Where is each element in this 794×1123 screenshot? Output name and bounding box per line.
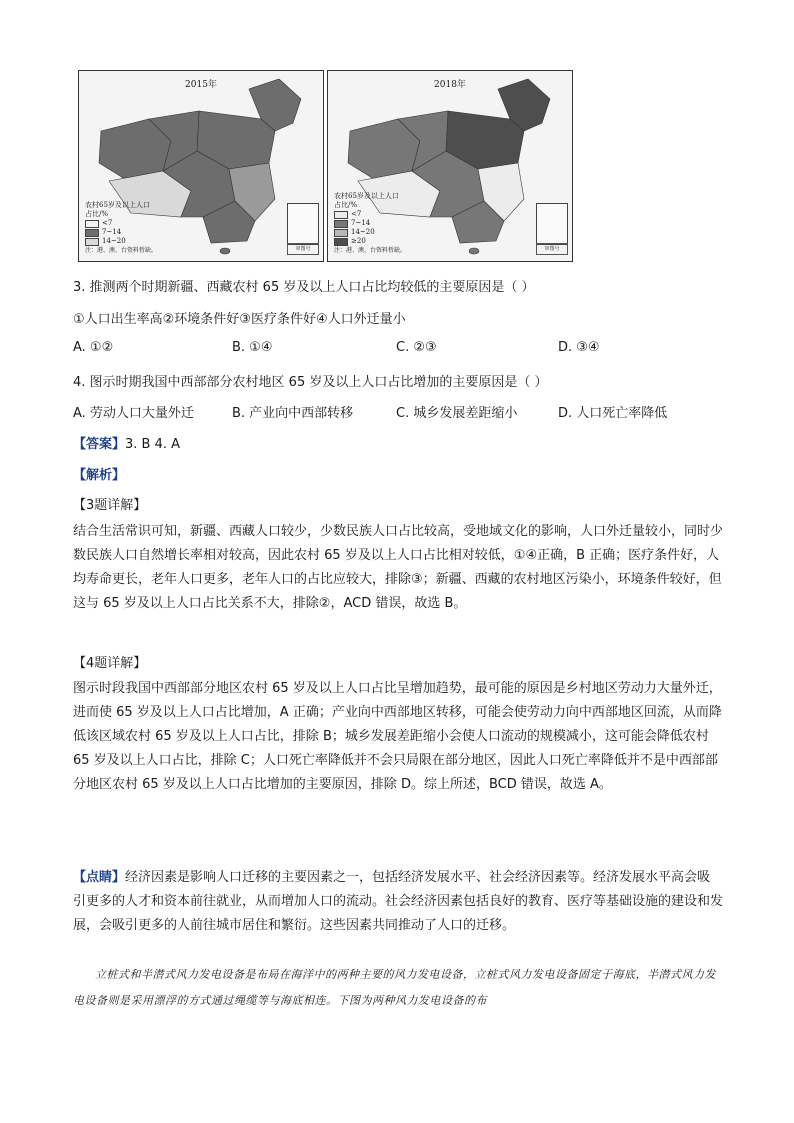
legend-label: 7~14 xyxy=(102,228,122,236)
legend-title: 农村65岁及以上人口占比/% xyxy=(85,201,150,218)
tip-label: 【点睛】 xyxy=(73,870,126,885)
hainan xyxy=(220,248,230,254)
map-year: 2018年 xyxy=(434,80,466,90)
legend-swatch xyxy=(334,211,348,219)
legend-swatch xyxy=(334,229,348,237)
legend-swatch xyxy=(334,220,348,228)
q3-option-c[interactable]: C. ②③ xyxy=(396,340,437,355)
answer-label: 【答案】 xyxy=(73,437,126,452)
hainan xyxy=(469,248,479,254)
d4-text xyxy=(73,677,723,797)
legend-label: 14~20 xyxy=(351,228,375,236)
map-2015 xyxy=(78,70,324,262)
q3-option-b[interactable]: B. ①④ xyxy=(232,340,273,355)
tip-text: 经济因素是影响人口迁移的主要因素之一，包括经济发展水平、社会经济因素等。经济发展水平高会吸引更多的人才和资本前往就业，从而增加人口的流动。社会经济因素包括良好的教育、医疗等基础设施的建设和发展，会吸引更多的人前往城市居住和繁衍。这些因素共同推动了人口的迁移。 xyxy=(73,870,724,933)
legend-title: 农村65岁及以上人口占比/% xyxy=(334,192,399,209)
legend-label: 14~20 xyxy=(102,237,126,245)
q4-option-a[interactable]: A. 劳动人口大量外迁 xyxy=(73,406,194,421)
d3-label: 【3题详解】 xyxy=(73,498,147,513)
q3-option-a[interactable]: A. ①② xyxy=(73,340,114,355)
south-china-sea-inset xyxy=(287,203,319,245)
map-year: 2015年 xyxy=(185,80,217,90)
map-legend xyxy=(334,192,406,255)
material-paragraph: 立桩式和半潜式风力发电设备是布局在海洋中的两种主要的风力发电设备，立桩式风力发电设备固定于海底，半潜式风力发电设备则是采用漂浮的方式通过绳缆等与海底相连。下图为两种风力发电设备的布 xyxy=(73,968,716,1007)
q4-stem: 4. 图示时期我国中西部部分农村地区 65 岁及以上人口占比增加的主要原因是（ ） xyxy=(73,375,548,390)
legend-swatch xyxy=(85,220,99,228)
d4-label: 【4题详解】 xyxy=(73,656,147,671)
map-source: 注：港、澳、台资料暂缺。 xyxy=(85,247,158,254)
south-china-sea-inset xyxy=(536,203,568,245)
q3-stem: 3. 推测两个时期新疆、西藏农村 65 岁及以上人口占比均较低的主要原因是（ ） xyxy=(73,280,535,295)
q4-option-d[interactable]: D. 人口死亡率降低 xyxy=(558,406,668,421)
answer-line xyxy=(73,433,180,452)
material-text xyxy=(73,962,723,1014)
legend-label: ≥20 xyxy=(351,237,366,245)
legend-swatch xyxy=(85,238,99,246)
legend-label: <7 xyxy=(351,210,362,218)
map-source: 注：港、澳、台资料暂缺。 xyxy=(334,247,407,254)
map-stamp: 审图号 xyxy=(536,243,568,255)
map-legend xyxy=(85,201,157,255)
legend-label: <7 xyxy=(102,219,113,227)
analysis-label: 【解析】 xyxy=(73,468,126,483)
q4-option-b[interactable]: B. 产业向中西部转移 xyxy=(232,406,354,421)
legend-swatch xyxy=(85,229,99,237)
d3-text xyxy=(73,520,723,616)
q4-option-c[interactable]: C. 城乡发展差距缩小 xyxy=(396,406,518,421)
legend-swatch xyxy=(334,238,348,246)
legend-label: 7~14 xyxy=(351,219,371,227)
q3-option-d[interactable]: D. ③④ xyxy=(558,340,600,355)
answer-text: 3. B 4. A xyxy=(125,437,181,452)
d3-paragraph: 结合生活常识可知，新疆、西藏人口较少，少数民族人口占比较高，受地域文化的影响，人口外迁量较小，同时少数民族人口自然增长率相对较高，因此农村 65 岁及以上人口占比相对较低，①④正确，B 正确；医疗条件好，人均寿命更长，老年人口更多，老年人口的占比应较大，排除③；新疆、西藏的农村地区污染小，环境条件较好，但这与 65 岁及以上人口占比关系不大，排除②，ACD 错误，故选 B。 xyxy=(73,524,724,611)
map-stamp: 审图号 xyxy=(287,243,319,255)
map-2018 xyxy=(327,70,573,262)
q3-statements: ①人口出生率高②环境条件好③医疗条件好④人口外迁量小 xyxy=(73,312,406,327)
d4-paragraph: 图示时段我国中西部部分地区农村 65 岁及以上人口占比呈增加趋势，最可能的原因是乡村地区劳动力大量外迁，进而使 65 岁及以上人口占比增加，A 正确；产业向中西部地区转移，可能会使劳动力向中西部地区回流，从而降低该区域农村 65 岁及以上人口占比，排除 B；城乡发展差距缩小会使人口流动的规模减小，这可能会降低农村 65 岁及以上人口占比，排除 C；人口死亡率降低并不会只局限在部分地区，因此人口死亡率降低并不是中西部部分地区农村 65 岁及以上人口占比增加的主要原因，排除 D。综上所述，BCD 错误，故选 A。 xyxy=(73,681,722,792)
tip-block xyxy=(73,866,723,938)
